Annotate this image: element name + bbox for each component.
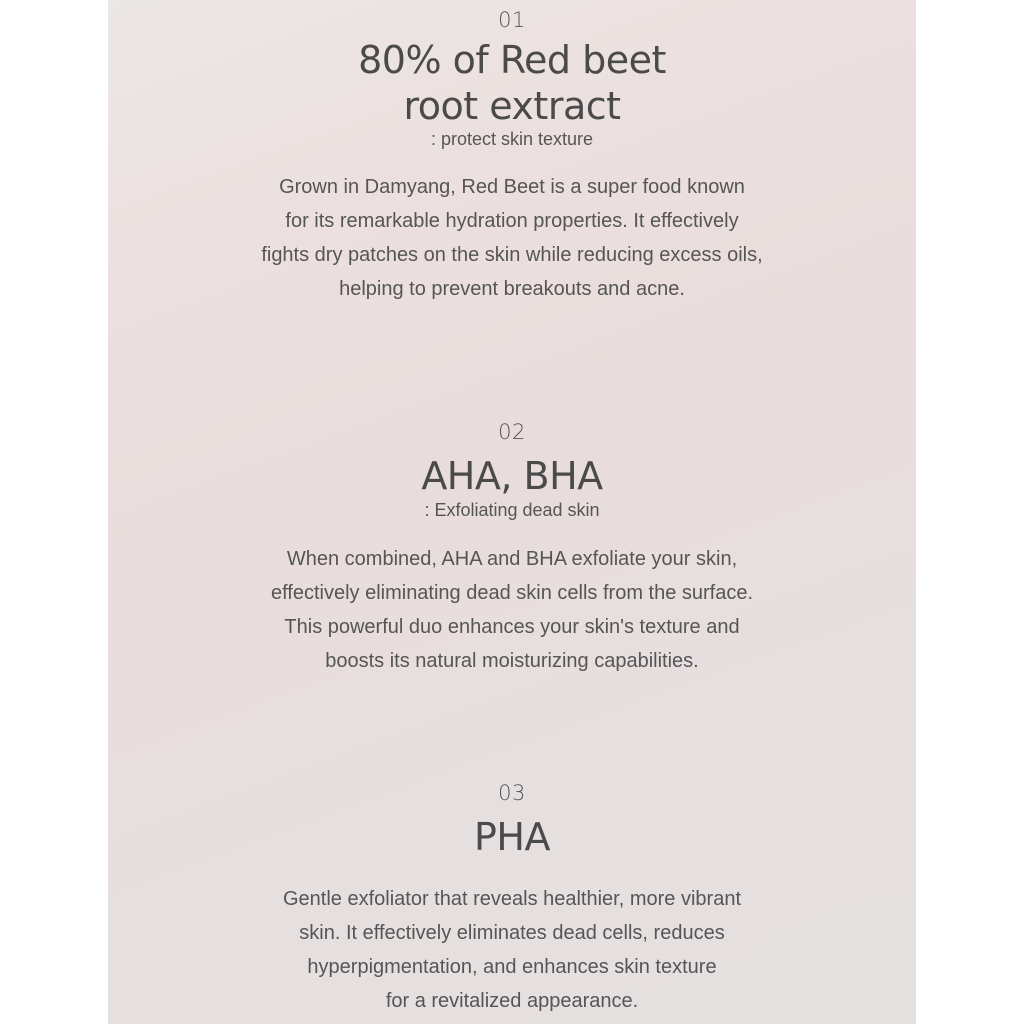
section-subtitle: : protect skin texture	[430, 129, 594, 149]
section-number: 01	[498, 8, 526, 32]
body-line: for a revitalized appearance.	[385, 990, 639, 1012]
body-line: helping to prevent breakouts and acne.	[339, 278, 685, 300]
section-title	[108, 37, 916, 129]
ingredient-section-02	[108, 420, 916, 678]
content-panel	[108, 0, 916, 1024]
body-line: hyperpigmentation, and enhances skin texture	[307, 956, 717, 978]
section-body	[108, 170, 916, 306]
body-line: skin. It effectively eliminates dead cells, reduces	[299, 922, 725, 944]
body-line: effectively eliminating dead skin cells from the surface.	[270, 582, 754, 604]
body-line: This powerful duo enhances your skin's texture and	[284, 616, 740, 638]
section-title-line: AHA, BHA	[421, 454, 603, 498]
section-body	[108, 542, 916, 678]
section-title-line: root extract	[403, 84, 621, 128]
section-body	[108, 882, 916, 1018]
ingredient-section-01	[108, 8, 916, 306]
body-line: When combined, AHA and BHA exfoliate your skin,	[286, 548, 738, 570]
body-line: fights dry patches on the skin while reducing excess oils,	[261, 244, 763, 266]
section-title	[108, 453, 916, 499]
section-number: 02	[498, 420, 526, 444]
body-line: for its remarkable hydration properties. It effectively	[285, 210, 739, 232]
ingredient-section-03	[108, 781, 916, 1018]
section-title-line: 80% of Red beet	[358, 38, 666, 82]
body-line: Gentle exfoliator that reveals healthier, more vibrant	[282, 888, 742, 910]
body-line: boosts its natural moisturizing capabilities.	[325, 650, 699, 672]
section-title	[108, 814, 916, 860]
section-subtitle: : Exfoliating dead skin	[424, 500, 600, 520]
section-title-line: PHA	[474, 815, 550, 859]
section-number: 03	[498, 781, 526, 805]
body-line: Grown in Damyang, Red Beet is a super food known	[279, 176, 745, 198]
